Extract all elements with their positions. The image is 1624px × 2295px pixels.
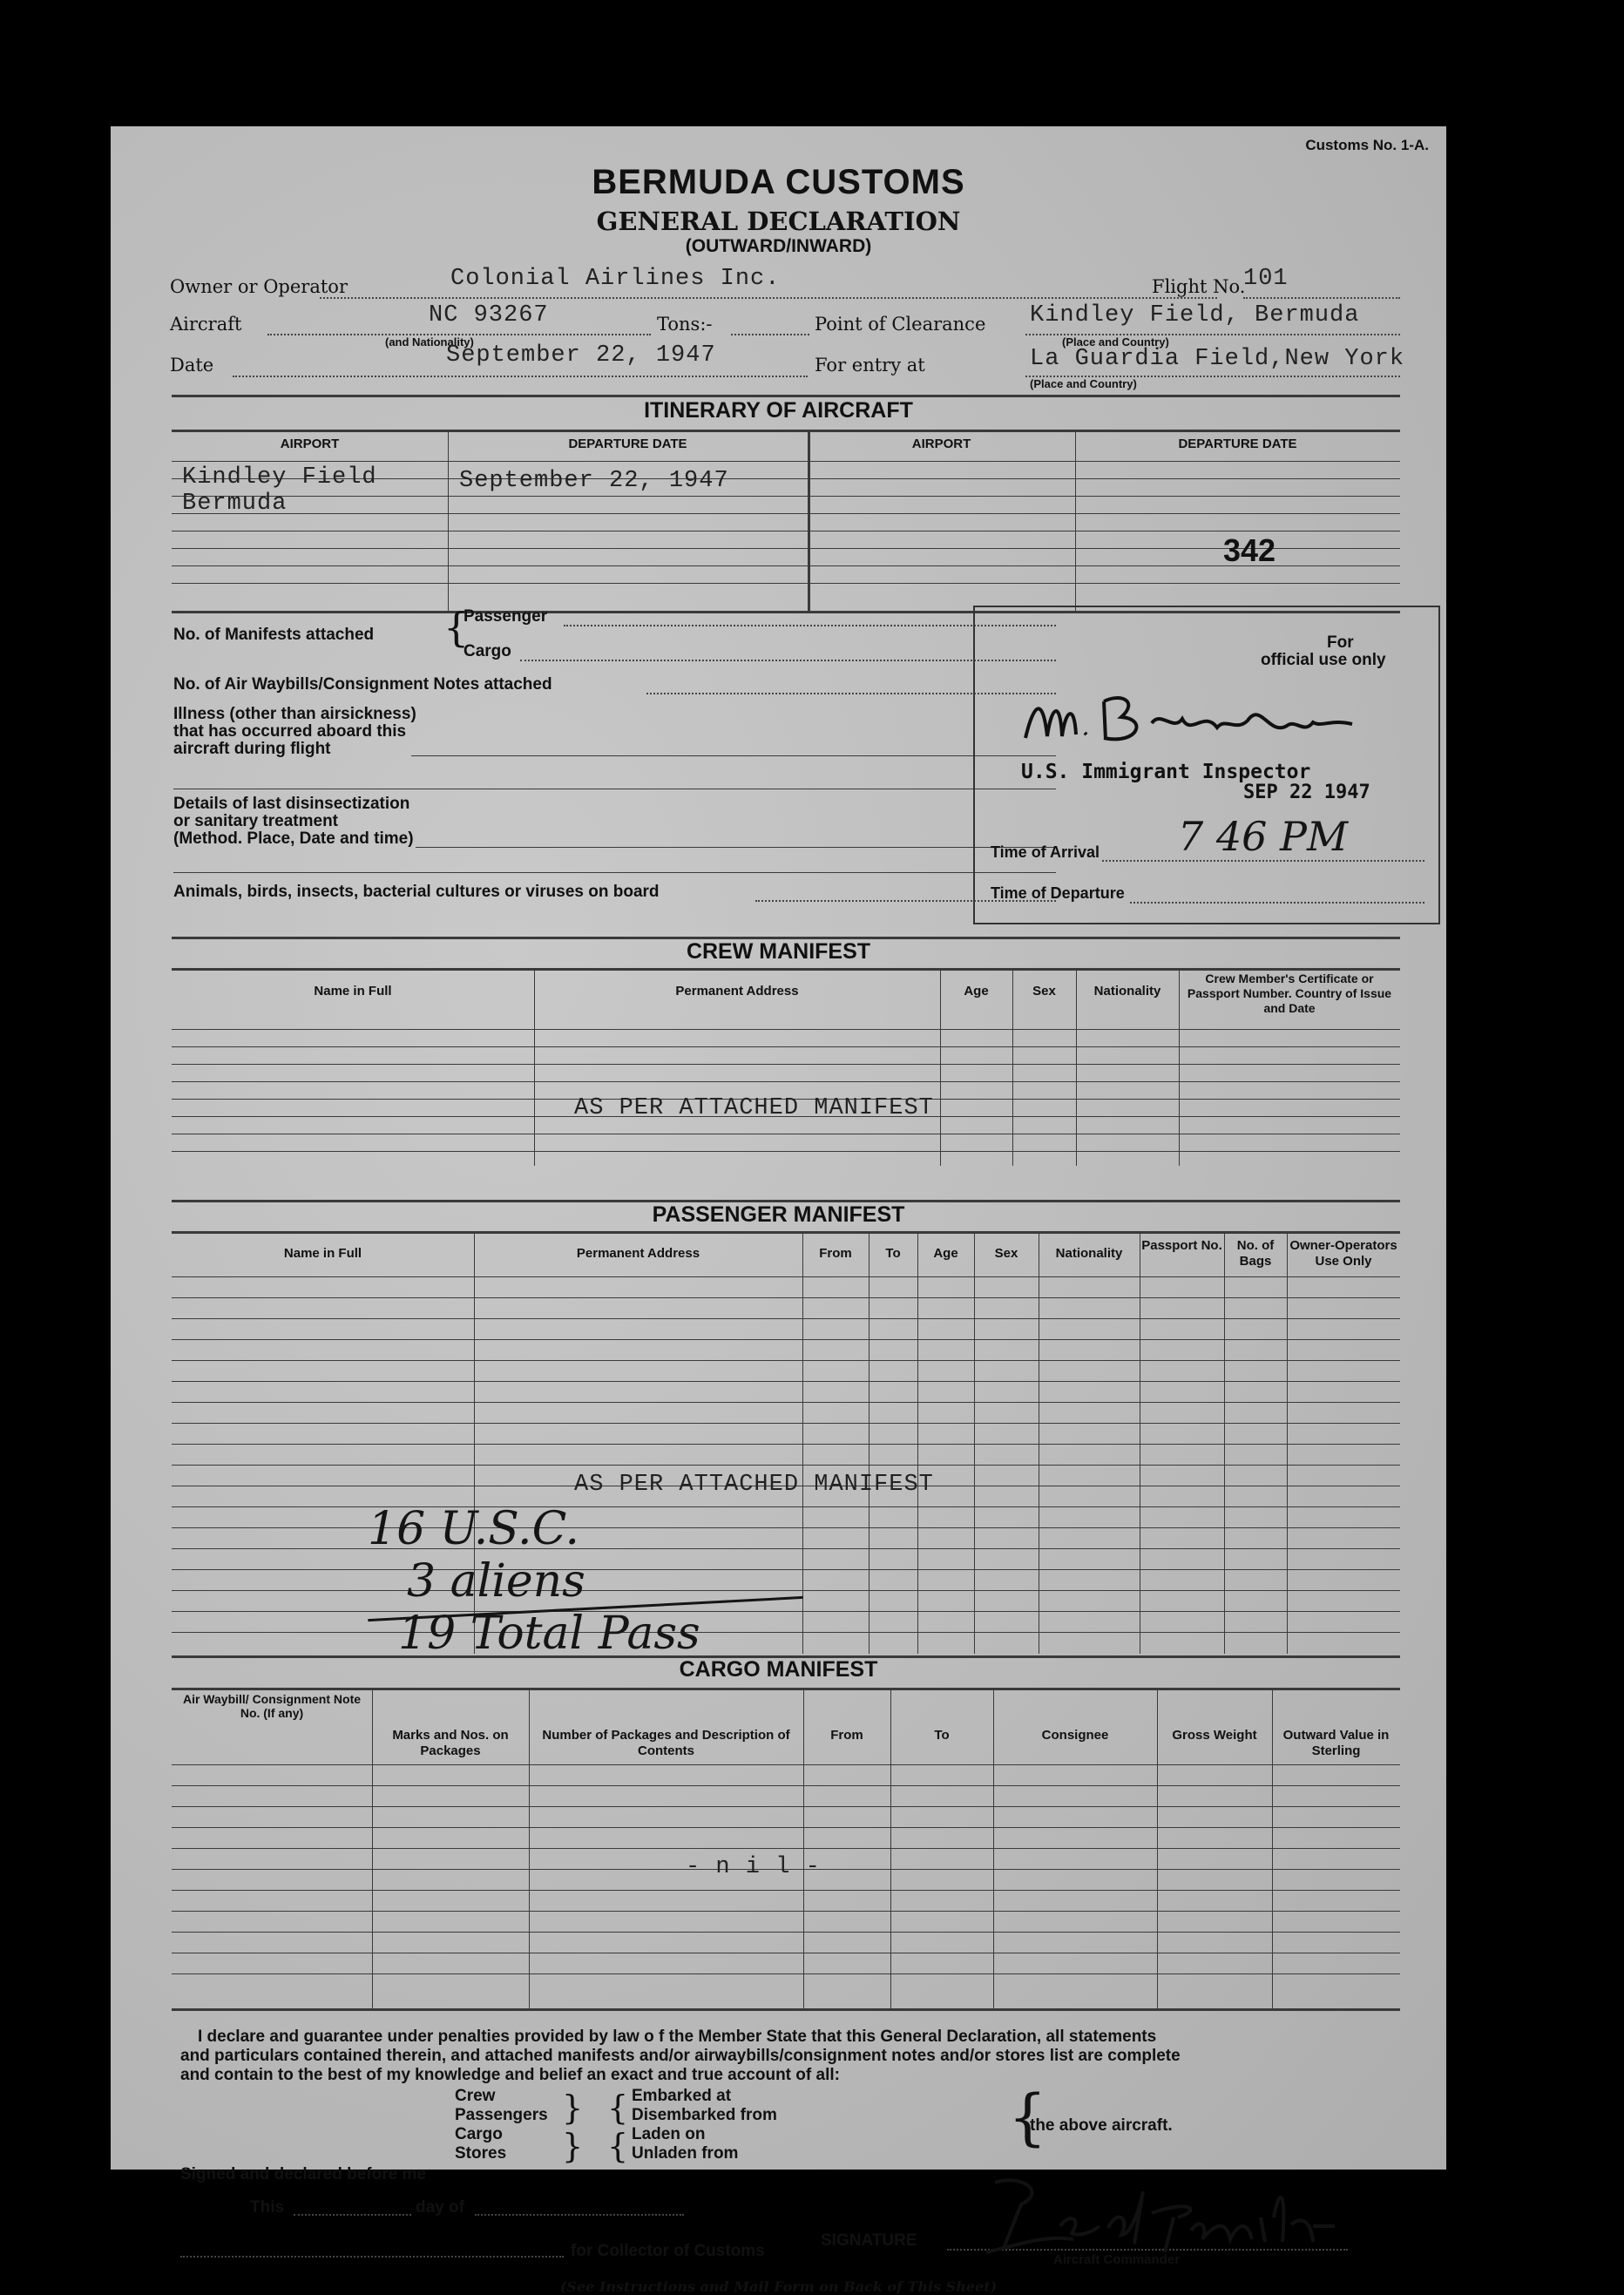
declaration-form: Customs No. 1-A. BERMUDA CUSTOMS GENERAL DECLARATION (OUTWARD/INWARD) Owner or Operator Colonial Airlines Inc. Flight No. 101 Aircraft NC 93267 (and Nationality) Tons:- Point of Clearance Kindley Field, Bermuda (Place and Country) Date September 22, 1947 For entry at La Guardia Field,New York (Place and Country) ITINERARY OF AIRCRAFT AIRPORT DEPARTURE DATE AIRPORT DEPARTURE DATE Kindley Field Bermuda September 22, 1947 342 No. of Manifests attached { Passenger Cargo No. of Air Waybills/Consignment Notes attached Illness (other than airsickness) that has occurred aboard this aircraft during flight Details of last disinsectization or sanitary treatment (Method. Place, Date and time) Animals, birds, insects, bacterial cultures or viruses on board For official use only U.S. Immigrant Inspector SEP 22 1947 Time of Arrival 7 46 PM Time of Departure CREW MANIFEST Name in Full Permanent Address Age Sex Nationality Crew Member's Certificate or Passport Number. Country of Issue and Date AS PER ATTACHED MANIFEST PASSENGER MANIFEST Name in Full Permanent Address From To Age Sex Nationality Passport No. No. of Bags Owner-Operators Use Only AS PER ATTACHED MANIFEST 16 U.S.C. 3 aliens 19 Total Pass CARGO MANIFEST Air Waybill/ Consignment Note No. (If any) Marks and Nos. on Packages Number of Packages and Description of Contents From To Consignee Gross Weight Outward Value in Sterling - n i l - I declare and guarantee under penalties provided by law o f the Member State that this General Declaration, all statements and particulars contained therein, and attached manifests and/or airwaybills/consignment notes and/or stores list are complete and contain to the best of my knowledge and belief an exact and true account of all: Crew Passengers Cargo Stores } } { { Embarked at Disembarked from Laden on Unladen from { the above aircraft. Signed and declared before me This day of for Collector of Customs SIGNATURE Aircraft Commander (See Instructions and Mail Form on Back of This Sheet) (111, 126, 1446, 2170)
illness-line-2: that has occurred aboard this (173, 722, 407, 741)
entry-value: La Guardia Field,New York (1030, 346, 1405, 372)
footer-note: (See Instructions and Mail Form on Back of This Sheet) (559, 2278, 998, 2295)
commander-label: Aircraft Commander (1053, 2252, 1181, 2267)
signed-label: Signed and declared before me (180, 2165, 426, 2183)
waybills-label: No. of Air Waybills/Consignment Notes attached (173, 675, 552, 694)
place-country-note: (Place and Country) (1062, 335, 1169, 349)
declaration-above-aircraft: the above aircraft. (1030, 2116, 1173, 2135)
owner-value: Colonial Airlines Inc. (450, 266, 781, 292)
tons-label: Tons:- (657, 314, 713, 335)
declaration-embark-4: Unladen from (632, 2144, 739, 2163)
declaration-line-1: I declare and guarantee under penalties provided by law o f the Member State that this General Declaration, all statements (198, 2028, 1157, 2046)
passenger-col-age: Age (933, 1246, 958, 1261)
form-number: Customs No. 1-A. (1305, 137, 1429, 153)
aircraft-value: NC 93267 (429, 302, 549, 328)
passenger-col-to: To (885, 1246, 901, 1261)
itinerary-departure-value: September 22, 1947 (459, 468, 729, 494)
clearance-label: Point of Clearance (815, 314, 986, 335)
cargo-col-marks: Marks and Nos. on Packages (392, 1728, 509, 1758)
declaration-embark-2: Disembarked from (632, 2106, 777, 2124)
cargo-col-consignee: Consignee (1041, 1728, 1109, 1743)
animals-label: Animals, birds, insects, bacterial cultures or viruses on board (173, 883, 660, 901)
official-use-label: official use only (1261, 651, 1386, 669)
declaration-line-2: and particulars contained therein, and attached manifests and/or airwaybills/consignment notes and/or stores list are complete (180, 2047, 1181, 2065)
owner-label: Owner or Operator (170, 276, 348, 297)
cargo-col-from: From (830, 1728, 863, 1743)
disinsect-line-1: Details of last disinsectization (173, 795, 410, 813)
nationality-note: (and Nationality) (385, 335, 474, 349)
itinerary-title: ITINERARY OF AIRCRAFT (644, 398, 913, 423)
arrival-value: 7 46 PM (1178, 813, 1349, 860)
crew-col-address: Permanent Address (675, 984, 799, 999)
day-of-label: day of (416, 2198, 464, 2217)
crew-col-certificate: Crew Member's Certificate or Passport Number. Country of Issue and Date (1187, 971, 1392, 1015)
official-stamp-date: SEP 22 1947 (1243, 782, 1370, 803)
inspector-signature (1008, 684, 1409, 754)
declaration-embark-1: Embarked at (632, 2087, 732, 2105)
cargo-col-packages: Number of Packages and Description of Contents (542, 1728, 790, 1758)
official-for-label: For (1327, 633, 1354, 652)
itinerary-airport-line-2: Bermuda (182, 491, 288, 517)
cargo-col-value: Outward Value in Sterling (1282, 1728, 1390, 1758)
manifests-passenger-label: Passenger (464, 607, 548, 626)
collector-label: for Collector of Customs (571, 2242, 765, 2260)
crew-col-age: Age (964, 984, 989, 999)
inspector-label: U.S. Immigrant Inspector (1021, 761, 1311, 783)
flight-value: 101 (1243, 266, 1289, 292)
crew-title: CREW MANIFEST (686, 939, 871, 964)
disinsect-line-3: (Method. Place, Date and time) (173, 829, 414, 848)
passenger-hand-line-1: 16 U.S.C. (368, 1503, 580, 1555)
date-value: September 22, 1947 (446, 342, 716, 369)
itinerary-airport-line-1: Kindley Field (182, 464, 377, 491)
declaration-item-passengers: Passengers (455, 2106, 548, 2124)
stamp-number: 342 (1223, 532, 1276, 568)
signature-label: SIGNATURE (821, 2231, 917, 2250)
declaration-item-cargo: Cargo (455, 2125, 503, 2143)
crew-note: AS PER ATTACHED MANIFEST (574, 1095, 934, 1121)
crew-col-sex: Sex (1032, 984, 1056, 999)
crew-col-nationality: Nationality (1093, 984, 1161, 999)
passenger-col-nationality: Nationality (1055, 1246, 1123, 1261)
passenger-col-bags: No. of Bags (1236, 1238, 1275, 1269)
arrival-label: Time of Arrival (991, 843, 1100, 861)
form-subtitle: GENERAL DECLARATION (596, 206, 961, 236)
form-direction: (OUTWARD/INWARD) (685, 236, 872, 256)
cargo-col-weight: Gross Weight (1172, 1728, 1257, 1743)
passenger-title: PASSENGER MANIFEST (652, 1202, 905, 1227)
passenger-col-owner: Owner-Operators Use Only (1289, 1238, 1397, 1269)
passenger-hand-line-2: 3 aliens (407, 1555, 585, 1608)
place-country-note-2: (Place and Country) (1030, 377, 1137, 390)
passenger-hand-line-3: 19 Total Pass (398, 1608, 700, 1660)
commander-signature (969, 2165, 1422, 2261)
cargo-col-to: To (934, 1728, 950, 1743)
declaration-item-stores: Stores (455, 2144, 507, 2163)
date-label: Date (170, 355, 214, 376)
cargo-col-waybill: Air Waybill/ Consignment Note No. (If any) (182, 1692, 362, 1720)
disinsect-line-2: or sanitary treatment (173, 812, 339, 830)
manifests-cargo-label: Cargo (464, 642, 511, 660)
manifests-label: No. of Manifests attached (173, 626, 375, 644)
declaration-embark-3: Laden on (632, 2125, 706, 2143)
itinerary-col-airport: AIRPORT (280, 437, 340, 451)
passenger-col-from: From (819, 1246, 852, 1261)
declaration-line-3: and contain to the best of my knowledge and belief an exact and true account of all: (180, 2066, 840, 2084)
passenger-col-sex: Sex (994, 1246, 1018, 1261)
itinerary-col-departure: DEPARTURE DATE (568, 437, 687, 451)
passenger-col-passport: Passport No. (1141, 1238, 1222, 1253)
entry-label: For entry at (815, 355, 925, 376)
illness-line-3: aircraft during flight (173, 740, 331, 758)
passenger-col-address: Permanent Address (576, 1246, 700, 1261)
cargo-title: CARGO MANIFEST (679, 1657, 878, 1682)
this-label: This (250, 2198, 285, 2217)
aircraft-label: Aircraft (170, 314, 242, 335)
clearance-value: Kindley Field, Bermuda (1030, 302, 1360, 328)
passenger-note: AS PER ATTACHED MANIFEST (574, 1472, 934, 1498)
cargo-note: - n i l - (686, 1854, 821, 1880)
flight-label: Flight No. (1152, 276, 1246, 297)
itinerary-col-departure-2: DEPARTURE DATE (1178, 437, 1297, 451)
crew-col-name: Name in Full (314, 984, 392, 999)
departure-label: Time of Departure (991, 884, 1125, 902)
itinerary-col-airport-2: AIRPORT (911, 437, 971, 451)
illness-line-1: Illness (other than airsickness) (173, 705, 416, 723)
passenger-col-name: Name in Full (283, 1246, 362, 1261)
declaration-item-crew: Crew (455, 2087, 496, 2105)
form-title: BERMUDA CUSTOMS (592, 163, 965, 201)
